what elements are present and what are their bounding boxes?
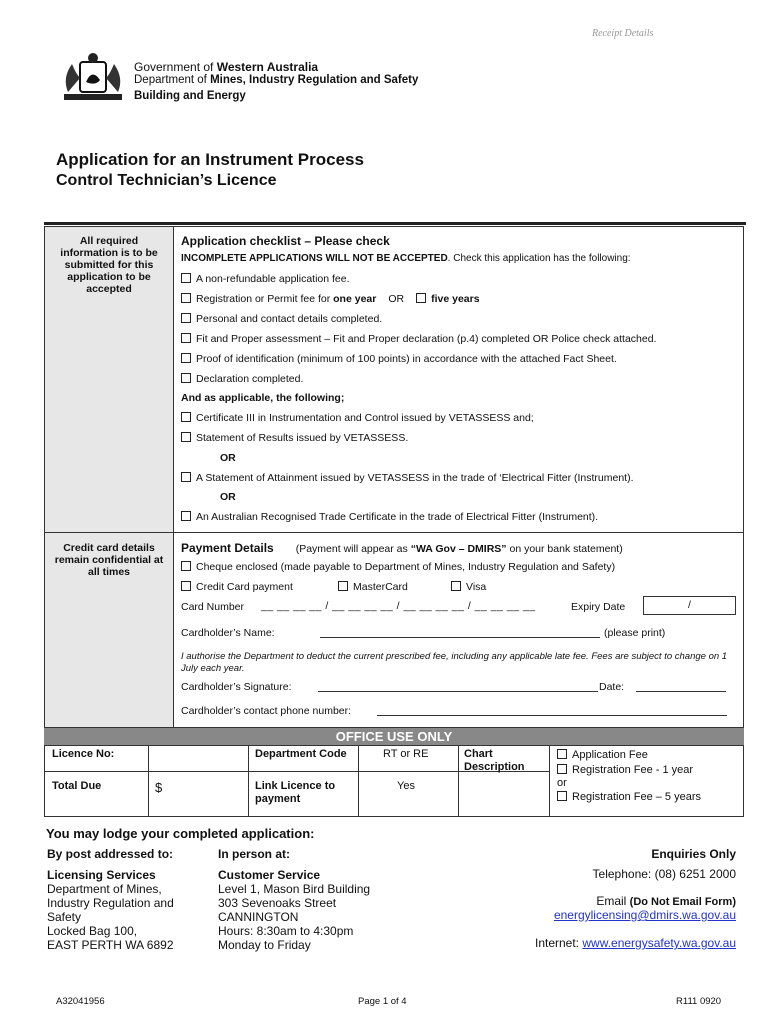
in-person-address: Customer Service Level 1, Mason Bird Building 303 Sevenoaks Street CANNINGTON Hours: 8:30am to 4:30pm Monday to Friday (218, 868, 371, 952)
gov-line-1: Government of Western Australia (134, 60, 319, 74)
office-registration-5yr[interactable]: Registration Fee – 5 years (557, 791, 701, 803)
total-due-label: Total Due (52, 780, 102, 792)
post-heading: By post addressed to: (47, 847, 174, 861)
chart-description-label: Chart Description (464, 748, 525, 773)
mastercard-option[interactable]: MasterCard (338, 581, 408, 593)
checkbox[interactable] (181, 432, 191, 442)
office-use-bar: OFFICE USE ONLY (44, 728, 744, 745)
checkbox[interactable] (557, 791, 567, 801)
footer-revision: R111 0920 (676, 996, 722, 1007)
signature-field[interactable] (318, 691, 598, 692)
cheque-option[interactable]: Cheque enclosed (made payable to Department of Mines, Industry Regulation and Safety) (181, 561, 615, 573)
internet-link[interactable]: www.energysafety.wa.gov.au (582, 936, 736, 950)
checklist-side-panel (44, 226, 174, 533)
checkbox[interactable] (181, 373, 191, 383)
checkbox[interactable] (181, 561, 191, 571)
checklist-item-attainment[interactable]: A Statement of Attainment issued by VETASSESS in the trade of ‘Electrical Fitter (Instrument). (181, 472, 634, 484)
checkbox[interactable] (451, 581, 461, 591)
gov-line-3: Building and Energy (134, 90, 246, 102)
post-address: Licensing Services Department of Mines, Industry Regulation and Safety Locked Bag 100, EAST PERTH WA 6892 (47, 868, 174, 952)
checkbox[interactable] (181, 472, 191, 482)
checkbox[interactable] (181, 293, 191, 303)
in-person-heading: In person at: (218, 847, 291, 861)
office-application-fee[interactable]: Application Fee (557, 749, 648, 761)
payment-side-note: Credit card details remain confidential at all times (54, 542, 164, 578)
date-field[interactable] (636, 691, 726, 692)
payment-side-panel (44, 532, 174, 728)
checklist-item-fit-proper[interactable]: Fit and Proper assessment – Fit and Proper declaration (p.4) completed OR Police check attached. (181, 333, 656, 345)
signature-label: Cardholder’s Signature: (181, 681, 292, 693)
office-or-label: or (557, 777, 567, 789)
checklist-side-note: All required information is to be submitted for this application to be accepted (60, 235, 158, 295)
checkbox-five-years[interactable] (416, 293, 426, 303)
checklist-item-cert3[interactable]: Certificate III in Instrumentation and Control issued by VETASSESS and; (181, 412, 534, 424)
office-registration-1yr[interactable]: Registration Fee - 1 year (557, 764, 693, 776)
card-number-field[interactable]: __ __ __ __ / __ __ __ __ / __ __ __ __ / __ __ __ __ (261, 600, 536, 612)
link-licence-yes: Yes (397, 780, 415, 792)
card-number-label: Card Number (181, 601, 245, 613)
checklist-item-personal[interactable]: Personal and contact details completed. (181, 313, 382, 325)
telephone: Telephone: (08) 6251 2000 (592, 867, 736, 881)
checkbox[interactable] (181, 511, 191, 521)
email-row: Email (Do Not Email Form) (596, 894, 736, 908)
please-print-hint: (please print) (604, 627, 666, 639)
top-divider (44, 222, 746, 225)
applicable-heading: And as applicable, the following; (181, 392, 345, 404)
phone-field[interactable] (377, 715, 727, 716)
checkbox[interactable] (181, 333, 191, 343)
checkbox[interactable] (181, 273, 191, 283)
cardholder-name-field[interactable] (320, 637, 600, 638)
expiry-label: Expiry Date (571, 601, 626, 613)
authorise-statement: I authorise the Department to deduct the current prescribed fee, including any applicable late fee. Fees are subject to change on 1 July each year. (181, 651, 728, 674)
checkbox[interactable] (181, 313, 191, 323)
checklist-item-statement[interactable]: Statement of Results issued by VETASSESS. (181, 432, 408, 444)
internet-row: Internet: www.energysafety.wa.gov.au (534, 936, 736, 950)
checkbox[interactable] (181, 353, 191, 363)
cardholder-name-label: Cardholder’s Name: (181, 627, 275, 639)
form-title-line-1: Application for an Instrument Process (56, 150, 364, 169)
footer-page-number: Page 1 of 4 (358, 996, 407, 1007)
or-label-1: OR (220, 452, 236, 464)
department-code-label: Department Code (255, 748, 347, 760)
dollar-sign: $ (155, 780, 163, 795)
lodge-heading: You may lodge your completed application: (46, 826, 315, 841)
checklist-item-registration[interactable]: Registration or Permit fee for one year OR five years (181, 293, 480, 305)
expiry-field[interactable]: / (643, 596, 736, 615)
checkbox[interactable] (181, 581, 191, 591)
licence-no-label: Licence No: (52, 748, 115, 760)
payment-heading-row: Payment Details (Payment will appear as “WA Gov – DMIRS” on your bank statement) (181, 541, 623, 555)
receipt-details-label: Receipt Details (592, 28, 654, 39)
checklist-item-identification[interactable]: Proof of identification (minimum of 100 points) in accordance with the attached Fact Sheet. (181, 353, 617, 365)
checklist-heading: Application checklist – Please check (181, 234, 390, 248)
checklist-item-fee[interactable]: A non-refundable application fee. (181, 273, 350, 285)
checkbox[interactable] (557, 749, 567, 759)
incomplete-warning: INCOMPLETE APPLICATIONS WILL NOT BE ACCEPTED. Check this application has the following: (181, 253, 631, 264)
credit-card-option[interactable]: Credit Card payment (181, 581, 293, 593)
form-title-line-2: Control Technician’s Licence (56, 172, 277, 189)
visa-option[interactable]: Visa (451, 581, 486, 593)
footer-form-code: A32041956 (56, 996, 105, 1007)
phone-label: Cardholder’s contact phone number: (181, 705, 352, 717)
wa-government-crest-icon (58, 52, 128, 104)
or-label-2: OR (220, 491, 236, 503)
rt-re-label: RT or RE (383, 748, 429, 760)
link-licence-label: Link Licence to payment (255, 780, 336, 805)
checklist-item-declaration[interactable]: Declaration completed. (181, 373, 303, 385)
checkbox[interactable] (181, 412, 191, 422)
gov-line-2: Department of Mines, Industry Regulation and Safety (134, 74, 419, 86)
email-link[interactable]: energylicensing@dmirs.wa.gov.au (553, 908, 736, 922)
checkbox[interactable] (338, 581, 348, 591)
checklist-item-trade-cert[interactable]: An Australian Recognised Trade Certificate in the trade of Electrical Fitter (Instrument). (181, 511, 598, 523)
date-label: Date: (599, 681, 625, 693)
enquiries-heading: Enquiries Only (651, 847, 736, 861)
checkbox[interactable] (557, 764, 567, 774)
